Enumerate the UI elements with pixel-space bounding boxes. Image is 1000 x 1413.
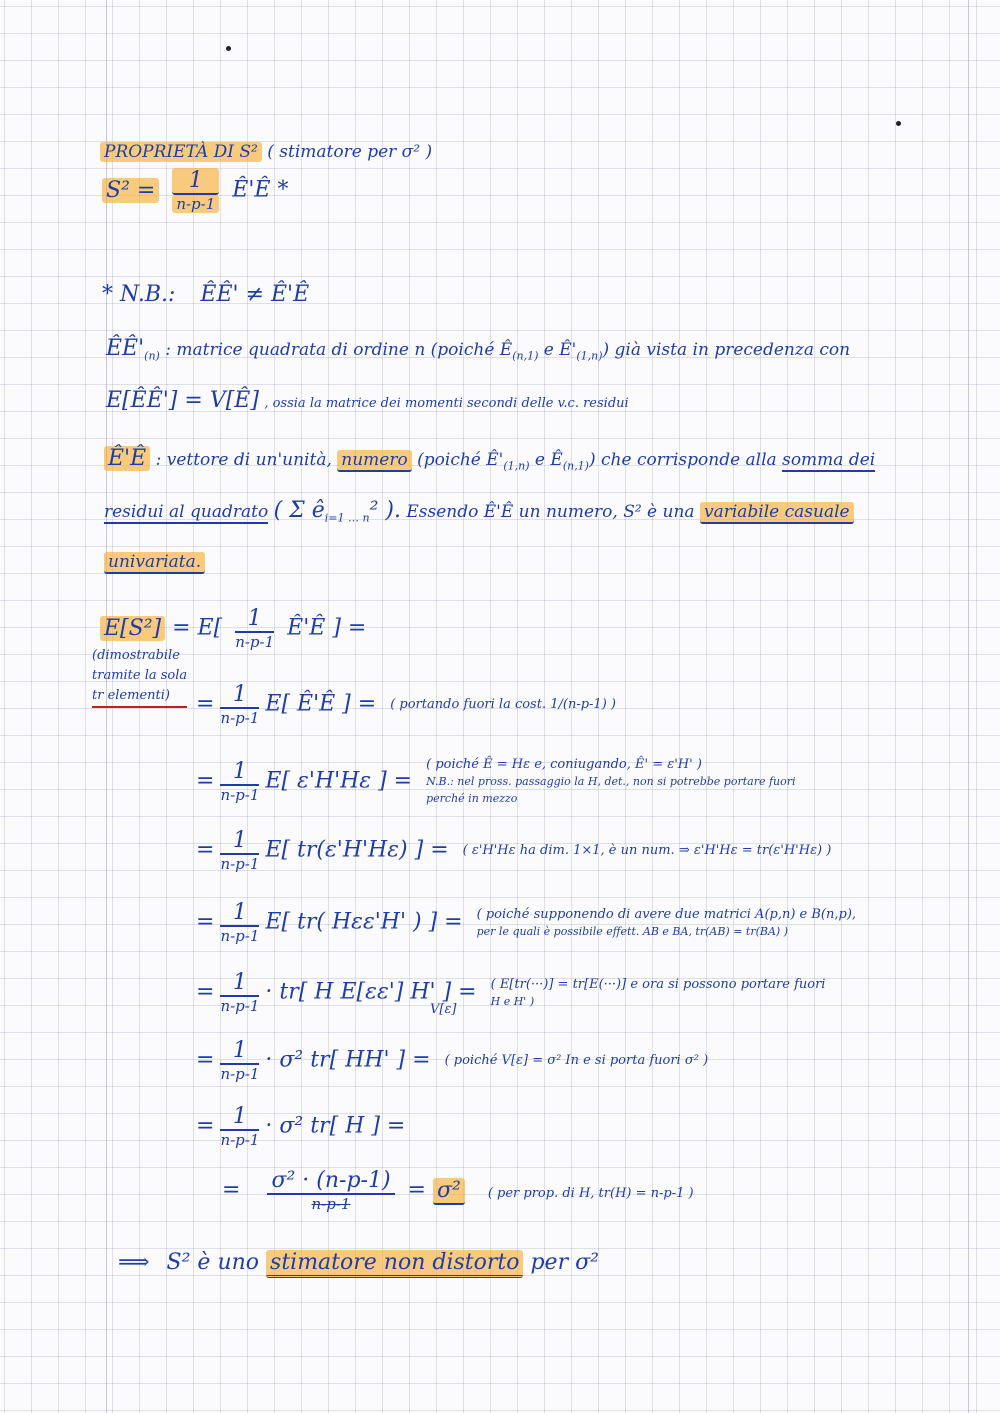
step-note: ( E[tr(···)] = tr[E(···)] e ora si possono portare fuori (490, 976, 826, 992)
step-fraction (220, 1038, 259, 1083)
etp-text2: (poiché Ê' (417, 450, 504, 470)
ee-text3: ) già vista in precedenza con (602, 340, 851, 360)
step-note-block (491, 976, 871, 1010)
etp-text1: : vettore di un'unità, (155, 450, 332, 470)
step-fraction (220, 1104, 259, 1149)
essendo-text: Essendo Ê'Ê un numero, S² è una (406, 502, 695, 522)
sum-expr: ( Σ ê (273, 498, 325, 523)
etp-e-row-2 (104, 498, 854, 524)
ee-var-row (106, 388, 629, 413)
ee-text: : matrice quadrata di ordine n (poiché Ê (165, 340, 513, 360)
derivation-step (196, 970, 871, 1015)
conclusion-text2: per σ² (530, 1250, 599, 1275)
step-num: 1 (220, 1038, 259, 1065)
step-den: n-p-1 (220, 786, 260, 804)
final-den: n-p-1 (311, 1195, 351, 1213)
s2-fraction (172, 168, 219, 213)
derivation-step (196, 900, 857, 945)
etp-e-row-3 (104, 552, 205, 572)
step-note-block (426, 756, 816, 807)
derivation-step (196, 682, 770, 727)
ve-label: V[ε] (430, 1002, 457, 1017)
step-num: 1 (220, 900, 259, 927)
nb-expr: ÊÊ' ≠ Ê'Ê (200, 282, 310, 307)
step-note-2: N.B.: nel pross. passaggio la H, det., non si potrebbe portare fuori perché in mezzo (426, 775, 796, 805)
s2-rhs: Ê'Ê * (232, 177, 289, 203)
step-den: n-p-1 (220, 855, 260, 873)
final-num: σ² · (n-p-1) (267, 1168, 394, 1195)
step-note: ( poiché V[ε] = σ² In e si porta fuori σ² ) (444, 1053, 709, 1068)
s2-lhs: S² = (102, 178, 159, 203)
expect-fraction (235, 606, 274, 651)
step-expr: E[ tr(ε'H'Hε) ] = (265, 837, 449, 863)
step-den: n-p-1 (220, 1065, 260, 1083)
step-fraction (220, 682, 259, 727)
ee-sub2: (1,n) (576, 349, 603, 363)
step-expr: · σ² tr[ HH' ] = (265, 1047, 431, 1073)
nb-star: * N.B.: (102, 282, 176, 307)
expect-lhs: E[S²] (100, 616, 165, 641)
ee-text2: e Ê' (538, 340, 577, 360)
step-note-block (445, 1052, 825, 1069)
heading-row (100, 142, 432, 162)
etp-sym: Ê'Ê (104, 446, 150, 471)
step-expr: E[ ε'H'Hε ] = (265, 768, 413, 794)
ee-sym: ÊÊ' (106, 336, 145, 361)
step-note: ( poiché supponendo di avere due matrici A(p,n) e B(n,p), (476, 906, 857, 922)
side-note-1: (dimostrabile (92, 648, 180, 663)
side-note-3: tr elementi) (92, 686, 187, 708)
conclusion-highlight: stimatore non distorto (266, 1250, 523, 1278)
section-title: PROPRIETÀ DI S² (100, 142, 262, 162)
step-num: 1 (220, 1104, 259, 1131)
etp-sub1: (1,n) (503, 459, 530, 473)
expect-den: n-p-1 (235, 633, 275, 651)
etp-text4: ) che corrisponde alla (588, 450, 777, 470)
etp-sub2: (n,1) (562, 459, 589, 473)
univariata: univariata. (104, 552, 205, 574)
etp-word2: somma dei (782, 450, 876, 470)
final-result: σ² (433, 1178, 465, 1205)
ee-sub: (n) (144, 349, 160, 363)
step-equals: = (196, 1113, 215, 1139)
step-num: 1 (220, 682, 259, 709)
step-expr: · tr[ H E[εε'] H' ] = (265, 979, 477, 1005)
step-den: n-p-1 (220, 1131, 260, 1149)
sum-bounds: i=1 … n (324, 511, 370, 525)
ink-dot (896, 121, 901, 126)
step-note: ( poiché Ê = Hε e, coniugando, Ê' = ε'H' ) (426, 757, 702, 772)
step-equals: = (196, 691, 215, 717)
s2-num: 1 (172, 168, 219, 195)
s2-definition (102, 168, 288, 213)
ee-prime-row (106, 336, 850, 362)
etp-text3: e Ê (529, 450, 563, 470)
step-expr: · σ² tr[ H ] = (265, 1113, 406, 1139)
final-note: ( per prop. di H, tr(H) = n-p-1 ) (487, 1185, 694, 1201)
step-fraction (220, 828, 259, 873)
expectation-row (100, 606, 366, 651)
ee-var-expr: E[ÊÊ'] = V[Ê] (106, 388, 259, 413)
step-expr: E[ Ê'Ê ] = (265, 691, 377, 717)
step-note-block (463, 842, 843, 859)
step-fraction (220, 970, 259, 1015)
step-den: n-p-1 (220, 927, 260, 945)
derivation-step (196, 828, 843, 873)
conclusion-text1: S² è uno (166, 1250, 260, 1275)
step-num: 1 (220, 828, 259, 855)
conclusion-row (118, 1250, 599, 1275)
variabile-casuale: variabile casuale (700, 502, 854, 524)
step-equals: = (196, 837, 215, 863)
ee-var-text: , ossia la matrice dei momenti secondi delle v.c. residui (264, 396, 629, 411)
step-equals: = (196, 768, 215, 794)
title-note: ( stimatore per σ² ) (267, 142, 433, 162)
step-equals: = (196, 1047, 215, 1073)
derivation-step (196, 756, 816, 807)
etp-e-row (104, 446, 875, 472)
expect-eq1: = E[ (172, 615, 223, 641)
step-equals: = (196, 909, 215, 935)
final-step (222, 1168, 694, 1213)
ee-sub1: (n,1) (512, 349, 539, 363)
step-num: 1 (220, 970, 259, 997)
derivation-step (196, 1104, 799, 1149)
ink-dot (226, 46, 231, 51)
step-note: ( portando fuori la cost. 1/(n-p-1) ) (390, 697, 616, 712)
final-eq: = (407, 1177, 426, 1203)
step-note: ( ε'H'Hε ha dim. 1×1, è un num. ⇒ ε'H'Hε = tr(ε'H'Hε) ) (462, 843, 832, 858)
side-note-2: tramite la sola (92, 668, 188, 683)
step-note-block (477, 906, 857, 940)
sum-expr-2: ² ). (369, 498, 401, 523)
step-num: 1 (220, 759, 259, 786)
step-equals: = (196, 979, 215, 1005)
step-note-2: H e H' ) (490, 994, 535, 1008)
conclusion-arrow: ⟹ (118, 1250, 150, 1275)
etp-word1: numero (337, 450, 411, 472)
step-den: n-p-1 (220, 709, 260, 727)
s2-den: n-p-1 (172, 195, 219, 213)
expect-eq1b: Ê'Ê ] = (287, 615, 367, 641)
expect-side-note (92, 646, 187, 708)
final-pre: = (222, 1177, 241, 1203)
step-note-2: per le quali è possibile effett. AB e BA, tr(AB) = tr(BA) ) (476, 924, 789, 938)
step-fraction (220, 759, 259, 804)
expect-num: 1 (235, 606, 274, 633)
final-fraction (267, 1168, 394, 1213)
step-note-block (390, 696, 770, 713)
nb-inequality (102, 282, 309, 307)
step-fraction (220, 900, 259, 945)
margin-line-right (968, 0, 969, 1413)
step-den: n-p-1 (220, 997, 260, 1015)
derivation-step (196, 1038, 825, 1083)
residui-word: residui al quadrato (104, 502, 269, 522)
step-expr: E[ tr( Hεε'H' ) ] = (265, 909, 463, 935)
